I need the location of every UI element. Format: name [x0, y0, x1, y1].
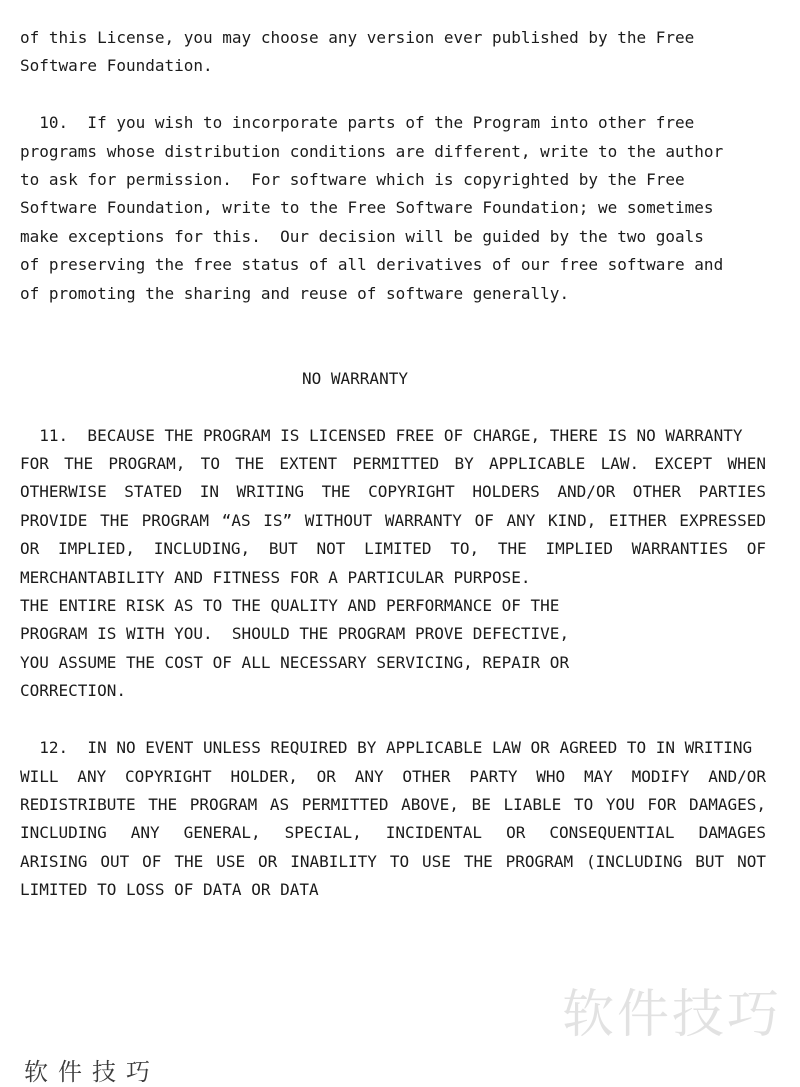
text-line: of promoting the sharing and reuse of software generally.: [20, 283, 570, 303]
text-line: of this License, you may choose any version ever published by the Free: [20, 28, 695, 47]
text-line: FOR THE PROGRAM, TO THE EXTENT PERMITTED BY APPLICABLE LAW. EXCEPT WHEN: [20, 454, 766, 474]
text-line: of preserving the free status of all derivatives of our free software and: [20, 255, 724, 275]
text-line: CORRECTION.: [20, 681, 126, 701]
paragraph-license-choice: [20, 24, 766, 81]
clipped-bottom-text: 软件技巧: [24, 1058, 160, 1086]
text-line: to ask for permission. For software which is copyrighted by the Free: [20, 170, 685, 190]
text-line: INCLUDING ANY GENERAL, SPECIAL, INCIDENTAL OR CONSEQUENTIAL DAMAGES: [20, 823, 766, 843]
text-line: MERCHANTABILITY AND FITNESS FOR A PARTICULAR PURPOSE.: [20, 567, 531, 587]
paragraph-section-11: [20, 422, 766, 706]
paragraph-section-10: [20, 109, 766, 308]
text-line: ARISING OUT OF THE USE OR INABILITY TO USE THE PROGRAM (INCLUDING BUT NOT: [20, 851, 766, 871]
text-line: PROVIDE THE PROGRAM “AS IS” WITHOUT WARRANTY OF ANY KIND, EITHER EXPRESSED: [20, 510, 766, 530]
text-line: OR IMPLIED, INCLUDING, BUT NOT LIMITED TO, THE IMPLIED WARRANTIES OF: [20, 539, 766, 559]
text-line: REDISTRIBUTE THE PROGRAM AS PERMITTED ABOVE, BE LIABLE TO YOU FOR DAMAGES,: [20, 794, 766, 814]
text-line: OTHERWISE STATED IN WRITING THE COPYRIGHT HOLDERS AND/OR OTHER PARTIES: [20, 482, 766, 502]
text-line: WILL ANY COPYRIGHT HOLDER, OR ANY OTHER PARTY WHO MAY MODIFY AND/OR: [20, 766, 766, 786]
text-line: LIMITED TO LOSS OF DATA OR DATA: [20, 880, 319, 900]
text-line: 11. BECAUSE THE PROGRAM IS LICENSED FREE OF CHARGE, THERE IS NO WARRANTY: [20, 425, 743, 445]
section-heading: NO WARRANTY: [302, 368, 408, 388]
text-line: 10. If you wish to incorporate parts of the Program into other free: [20, 113, 695, 133]
license-text-body: [20, 24, 766, 905]
no-warranty-heading: [20, 365, 766, 393]
text-line: Software Foundation, write to the Free Software Foundation; we sometimes: [20, 198, 714, 218]
text-line: PROGRAM IS WITH YOU. SHOULD THE PROGRAM PROVE DEFECTIVE,: [20, 624, 570, 644]
paragraph-section-12: [20, 734, 766, 904]
text-line: THE ENTIRE RISK AS TO THE QUALITY AND PERFORMANCE OF THE: [20, 596, 560, 616]
text-line: Software Foundation.: [20, 56, 213, 76]
text-line: 12. IN NO EVENT UNLESS REQUIRED BY APPLICABLE LAW OR AGREED TO IN WRITING: [20, 738, 753, 758]
text-line: programs whose distribution conditions are different, write to the author: [20, 141, 724, 161]
text-line: make exceptions for this. Our decision will be guided by the two goals: [20, 226, 704, 246]
text-line: YOU ASSUME THE COST OF ALL NECESSARY SERVICING, REPAIR OR: [20, 652, 570, 672]
watermark-text: 软件技巧: [562, 985, 783, 1045]
